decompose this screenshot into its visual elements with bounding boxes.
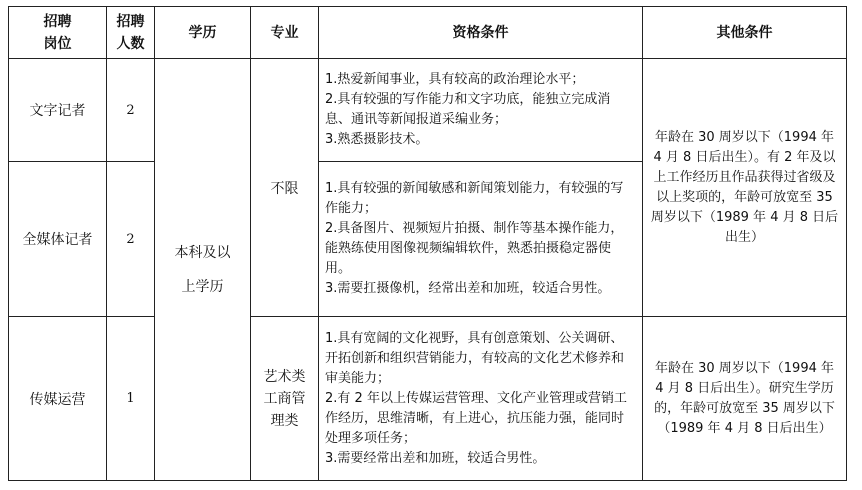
qualification-item: 1.具有较强的新闻敏感和新闻策划能力，有较强的写作能力； [325,181,624,216]
table-row [9,59,847,162]
header-major: 专业 [251,7,319,59]
qualification-item: 2.具备图片、视频短片拍摄、制作等基本操作能力，能熟练使用图像视频编辑软件，熟悉拍摄稳定器使用。 [325,221,624,276]
count-cell: 1 [107,317,155,481]
header-count-line2: 人数 [116,35,145,52]
qualification-item: 1.具有宽阔的文化视野，具有创意策划、公关调研、开拓创新和组织营销能力，有较高的文化艺术修养和审美能力； [325,330,625,386]
qualification-item: 1.热爱新闻事业，具有较高的政治理论水平； [325,72,585,87]
other-conditions-cell: 年龄在 30 周岁以下（1994 年 4 月 8 日后出生）。研究生学历的，年龄可放宽至 35 周岁以下（1989 年 4 月 8 日后出生） [643,317,847,481]
position-cell: 文字记者 [9,59,107,162]
major-line3: 理类 [270,412,299,429]
header-count-line1: 招聘 [116,13,145,30]
qualifications-cell [319,162,643,317]
qualification-item: 3.需要扛摄像机，经常出差和加班，较适合男性。 [325,281,611,296]
header-position [9,7,107,59]
major-line2: 工商管 [263,390,306,407]
recruitment-table-container [8,6,847,481]
header-row [9,7,847,59]
qualification-item: 2.具有较强的写作能力和文字功底，能独立完成消息、通讯等新闻报道采编业务； [325,92,611,127]
header-other: 其他条件 [643,7,847,59]
qualifications-cell [319,317,643,481]
header-count [107,7,155,59]
major-cell-arts-business [251,317,319,481]
header-position-line2: 岗位 [43,35,72,52]
qualification-item: 2.有 2 年以上传媒运营管理、文化产业管理或营销工作经历，思维清晰，有上进心，抗压能力强，能同时处理多项任务； [325,390,627,446]
count-cell: 2 [107,162,155,317]
header-qualifications: 资格条件 [319,7,643,59]
education-cell [155,59,251,481]
header-position-line1: 招聘 [43,13,72,30]
qualifications-cell [319,59,643,162]
recruitment-table [8,6,847,481]
education-line1: 本科及以 [174,244,231,261]
table-row [9,317,847,481]
qualification-item: 3.需要经常出差和加班，较适合男性。 [325,450,546,466]
major-cell-unlimited: 不限 [251,59,319,317]
qualification-item: 3.熟悉摄影技术。 [325,132,429,147]
other-conditions-cell: 年龄在 30 周岁以下（1994 年 4 月 8 日后出生）。有 2 年及以上工作经历且作品获得过省级及以上奖项的，年龄可放宽至 35 周岁以下（1989 年 4 月 8 日后出生） [643,59,847,317]
header-education: 学历 [155,7,251,59]
position-cell: 全媒体记者 [9,162,107,317]
count-cell: 2 [107,59,155,162]
education-line2: 上学历 [181,278,224,295]
major-line1: 艺术类 [263,368,306,385]
position-cell: 传媒运营 [9,317,107,481]
